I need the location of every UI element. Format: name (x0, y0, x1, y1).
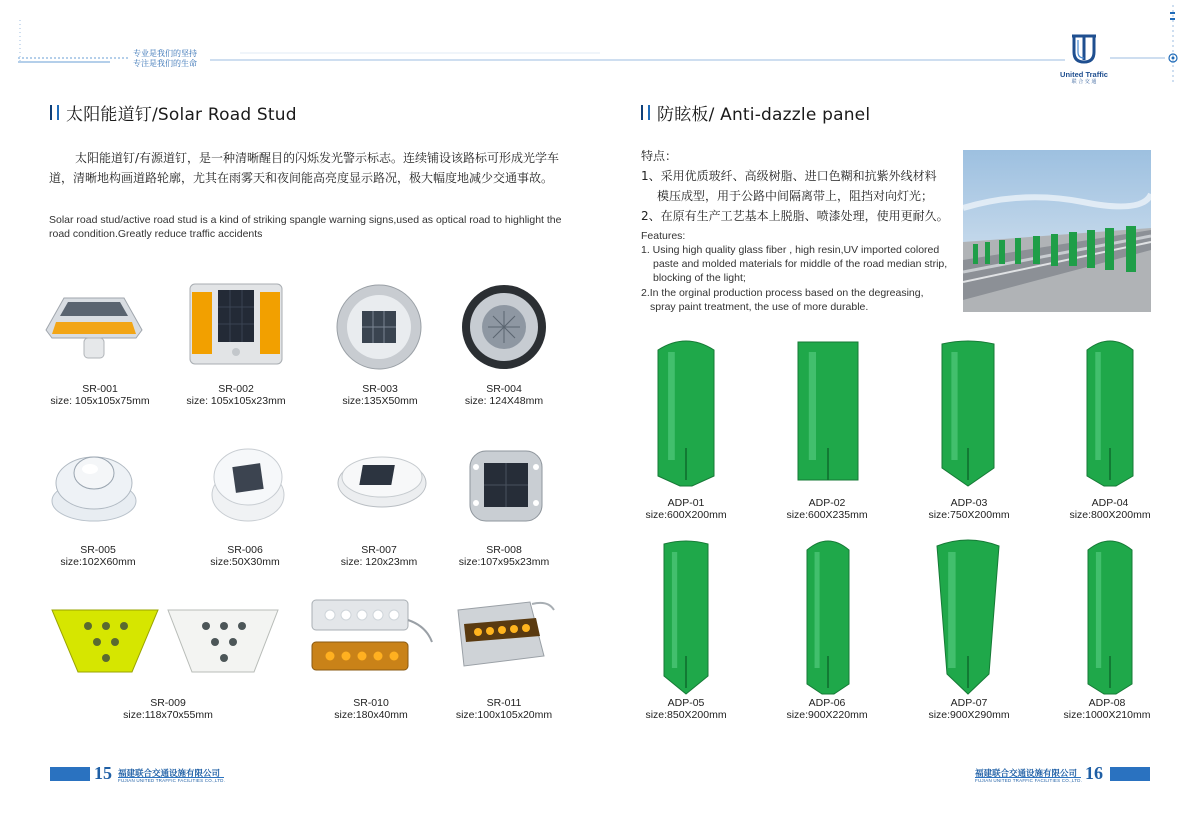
product-code-sr-004: SR-004 (486, 383, 522, 395)
company-name-zh-right: 福建联合交通设施有限公司 (975, 769, 1078, 779)
left-intro-en: Solar road stud/active road stud is a kind of striking spangle warning signs,used as optical road to highlight the road condition.Greatly reduce traffic accidents (49, 214, 562, 240)
page-number-left: 15 (94, 763, 112, 783)
product-code-sr-010: SR-010 (353, 697, 389, 709)
title-bar-icon (50, 105, 52, 120)
anti-dazzle-panel (1087, 341, 1133, 486)
features-zh-heading: 特点： (641, 149, 678, 163)
product-size-sr-005: size:102X60mm (60, 556, 136, 568)
left-section-title (50, 100, 297, 125)
left-section-title-text: 太阳能道钉/Solar Road Stud (66, 105, 297, 125)
product-size-sr-010: size:180x40mm (334, 709, 408, 721)
product-code-sr-002: SR-002 (218, 383, 254, 395)
product-size-sr-008: size:107x95x23mm (458, 556, 550, 568)
product-code-sr-011: SR-011 (486, 697, 522, 709)
features-en-1a: 1. Using high quality glass fiber , high resin,UV imported colored (641, 244, 940, 256)
product-image-sr-009 (50, 606, 280, 683)
brand-name: United Traffic (1060, 70, 1108, 79)
right-section-title-text: 防眩板/ Anti-dazzle panel (657, 105, 871, 125)
product-code-adp-05: ADP-05 (667, 697, 705, 709)
left-intro-zh: 太阳能道钉/有源道钉，是一种清晰醒目的闪烁发光警示标志。连续铺设该路标可形成光学车道，清晰地构画道路轮廓，尤其在雨雾天和夜间能高亮度显示路况，极大幅度地减少交通事故。 (49, 151, 560, 185)
panel-highlight (672, 552, 677, 668)
product-code-adp-08: ADP-08 (1088, 697, 1126, 709)
product-size-adp-03: size:750X200mm (928, 509, 1010, 521)
title-bar-icon (57, 105, 59, 120)
product-image-sr-001 (38, 290, 150, 367)
company-name-zh-left: 福建联合交通设施有限公司 (118, 769, 221, 779)
brand-logo (1060, 32, 1108, 85)
panel-highlight (809, 352, 816, 460)
company-name-en-left: FUJIAN UNITED TRAFFIC FACILITIES CO.,LTD. (118, 778, 226, 783)
product-image-sr-004 (458, 282, 550, 377)
product-code-sr-006: SR-006 (227, 544, 263, 556)
right-section-title (641, 100, 870, 125)
product-image-sr-008 (466, 445, 546, 530)
header-lines (0, 0, 1200, 90)
panel-highlight (1096, 552, 1101, 668)
product-code-adp-01: ADP-01 (667, 497, 705, 509)
anti-dazzle-panel (937, 540, 999, 694)
features-zh-2: 2、在原有生产工艺基本上脱脂、喷漆处理，使用更耐久。 (641, 209, 949, 223)
features-en-heading: Features: (641, 230, 686, 242)
company-name-en-right: FUJIAN UNITED TRAFFIC FACILITIES CO.,LTD. (975, 778, 1083, 783)
product-code-adp-06: ADP-06 (808, 697, 846, 709)
product-size-adp-08: size:1000X210mm (1063, 709, 1151, 721)
product-size-sr-002: size: 105x105x23mm (186, 395, 286, 407)
features-zh-1b: 模压成型，用于公路中间隔离带上，阻挡对向灯光； (657, 189, 934, 203)
product-image-sr-010 (306, 596, 436, 687)
slogan-line2: 专注是我们的生命 (133, 59, 197, 68)
product-code-adp-07: ADP-07 (950, 697, 988, 709)
product-size-sr-001: size: 105x105x75mm (50, 395, 150, 407)
product-code-adp-03: ADP-03 (950, 497, 988, 509)
panel-highlight (815, 552, 820, 668)
product-size-sr-003: size:135X50mm (342, 395, 418, 407)
anti-dazzle-panel (942, 341, 994, 486)
product-size-sr-004: size: 124X48mm (464, 395, 544, 407)
features-zh-1a: 1、采用优质玻纤、高级树脂、进口色糊和抗紫外线材料 (641, 169, 937, 183)
panel-highlight (951, 352, 957, 460)
product-size-sr-007: size: 120x23mm (340, 556, 418, 568)
highway-photo (963, 150, 1151, 312)
product-code-sr-009: SR-009 (150, 697, 186, 709)
product-size-adp-04: size:800X200mm (1069, 509, 1151, 521)
brand-sub: 联 合 交 通 (1071, 79, 1097, 85)
product-code-sr-001: SR-001 (82, 383, 118, 395)
anti-dazzle-panel (798, 342, 858, 480)
product-code-sr-008: SR-008 (486, 544, 522, 556)
product-code-sr-003: SR-003 (362, 383, 398, 395)
features-en-1b: paste and molded materials for middle of the road median strip, (653, 258, 948, 270)
panel-highlight (668, 352, 675, 460)
features-en-2a: 2.In the orginal production process based on the degreasing, (641, 287, 924, 299)
product-image-sr-007 (336, 447, 428, 518)
product-code-adp-02: ADP-02 (808, 497, 846, 509)
product-image-sr-011 (452, 596, 556, 677)
product-code-sr-005: SR-005 (80, 544, 116, 556)
product-size-adp-05: size:850X200mm (645, 709, 727, 721)
anti-dazzle-panel (658, 341, 714, 486)
footer-rule-right (975, 777, 1081, 778)
header-decor (0, 0, 1200, 90)
product-size-adp-07: size:900X290mm (928, 709, 1010, 721)
product-size-sr-009: size:118x70x55mm (123, 709, 213, 721)
product-size-adp-06: size:900X220mm (786, 709, 868, 721)
product-code-sr-007: SR-007 (361, 544, 397, 556)
panel-highlight (948, 552, 955, 668)
panel-highlight (1095, 352, 1101, 460)
slogan-line1: 专业是我们的坚持 (133, 49, 197, 58)
product-image-sr-002 (188, 282, 284, 373)
product-size-sr-011: size:100x105x20mm (455, 709, 553, 721)
united-traffic-logo-icon (1060, 32, 1108, 66)
product-code-adp-04: ADP-04 (1091, 497, 1129, 509)
page-number-right: 16 (1085, 763, 1103, 783)
footer-band-left (50, 767, 90, 781)
features-en-2b: spray paint treatment, the use of more durable. (650, 301, 869, 313)
product-size-adp-01: size:600X200mm (645, 509, 727, 521)
product-image-sr-003 (334, 284, 424, 375)
features-en-1c: blocking of the light; (653, 272, 746, 284)
product-image-sr-005 (46, 443, 142, 530)
anti-dazzle-panel (664, 541, 708, 694)
product-size-adp-02: size:600X235mm (786, 509, 868, 521)
title-bar-icon (648, 105, 650, 120)
footer-band-right (1110, 767, 1150, 781)
product-image-sr-006 (208, 445, 288, 530)
title-bar-icon (641, 105, 643, 120)
footer-rule-left (118, 777, 224, 778)
anti-dazzle-panel (1088, 541, 1132, 694)
product-size-sr-006: size:50X30mm (210, 556, 280, 568)
anti-dazzle-panel (807, 541, 849, 694)
